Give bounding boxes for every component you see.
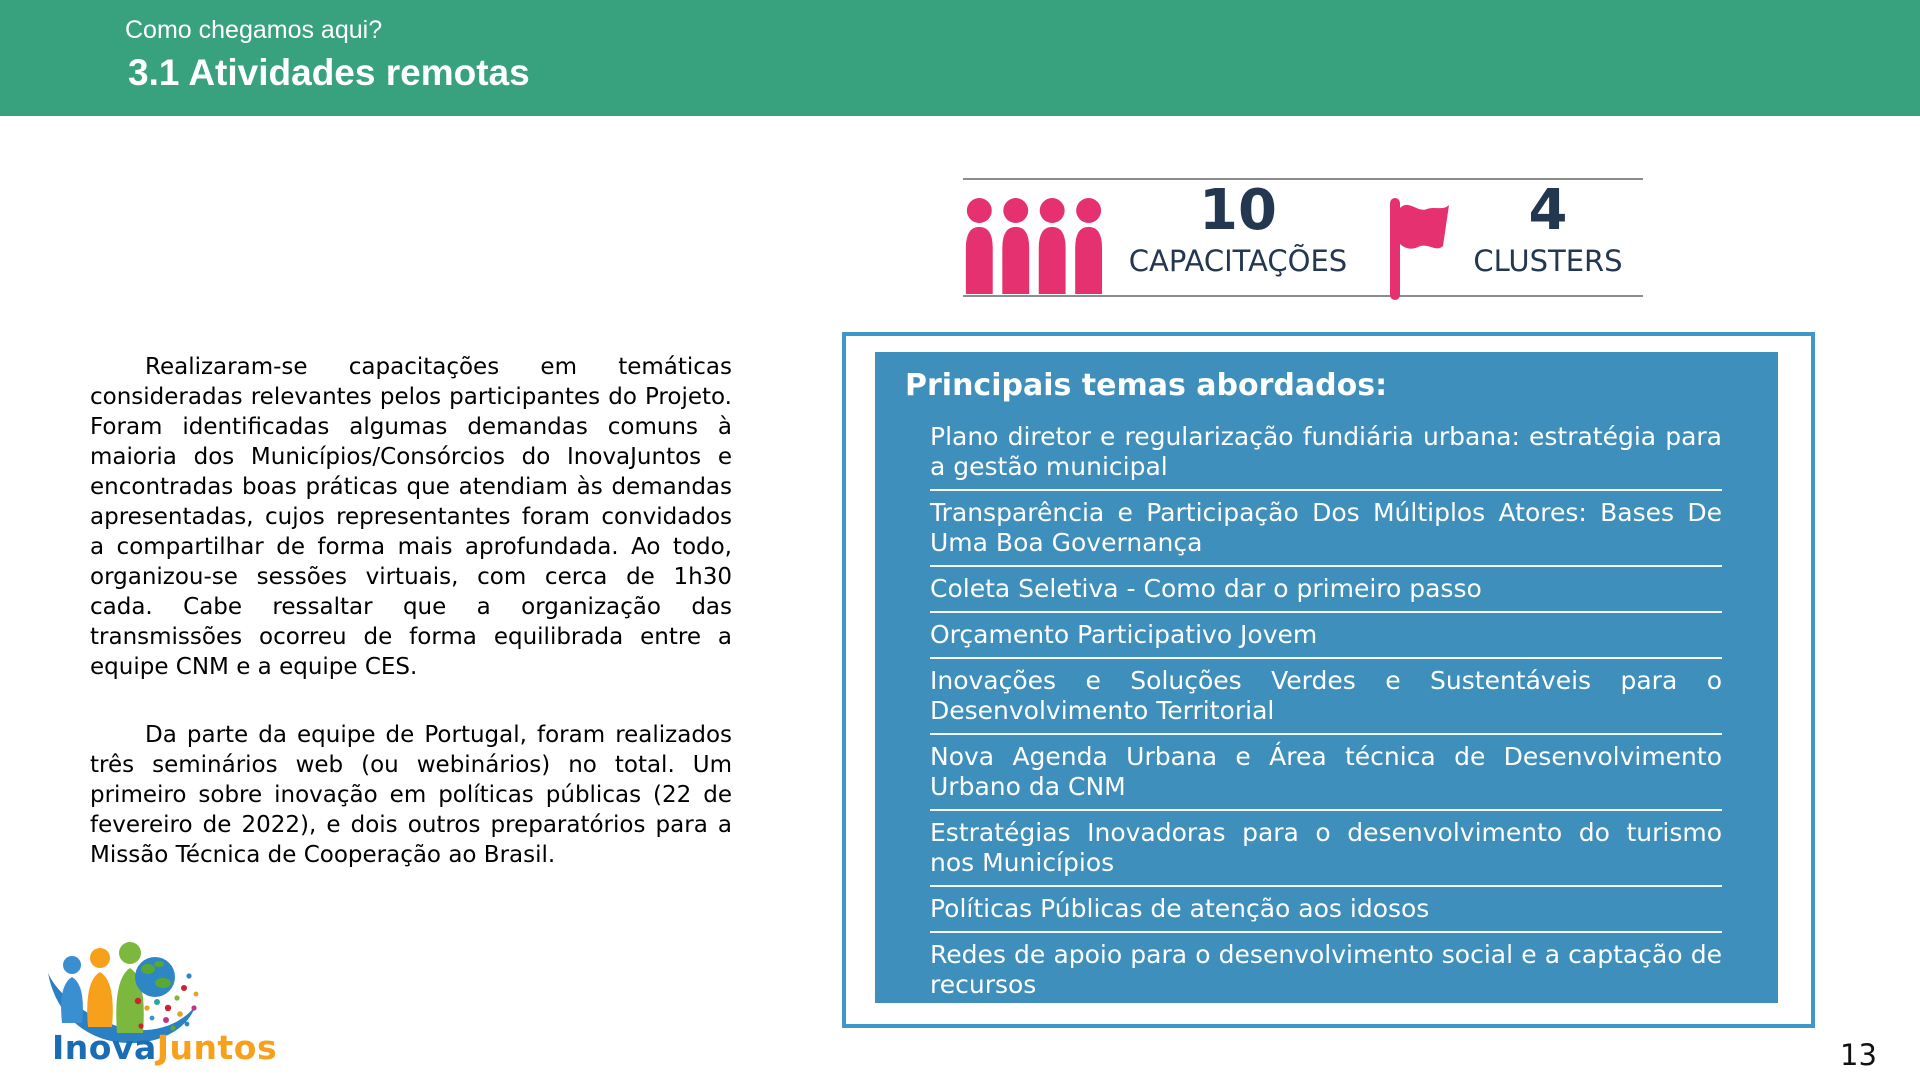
stats-strip [963, 178, 1643, 297]
topic-item: Estratégias Inovadoras para o desenvolvimento do turismo nos Municípios [930, 811, 1722, 887]
header-kicker: Como chegamos aqui? [125, 16, 383, 44]
body-text [90, 352, 732, 870]
topic-item: Inovações e Soluções Verdes e Sustentáveis para o Desenvolvimento Territorial [930, 659, 1722, 735]
capacitacoes-count: 10 [1199, 178, 1277, 243]
flag-icon [1388, 194, 1452, 300]
clusters-count: 4 [1528, 178, 1568, 243]
page-number: 13 [1840, 1038, 1877, 1072]
topics-heading: Principais temas abordados: [905, 368, 1388, 403]
paragraph-2: Da parte da equipe de Portugal, foram realizados três seminários web (ou webinários) no total. Um primeiro sobre inovação em políticas públicas (22 de fevereiro de 2022), e dois outros preparatórios para a Missão Técnica de Cooperação ao Brasil. [90, 722, 732, 868]
topic-item: Transparência e Participação Dos Múltiplos Atores: Bases De Uma Boa Governança [930, 491, 1722, 567]
clusters-label: CLUSTERS [1473, 244, 1623, 278]
logo-wordmark [52, 1028, 277, 1067]
topics-box-frame [842, 332, 1815, 1028]
capacitacoes-label: CAPACITAÇÕES [1128, 244, 1348, 278]
topics-list [930, 415, 1722, 1003]
page-title: 3.1 Atividades remotas [128, 52, 530, 93]
topic-item: Nova Agenda Urbana e Área técnica de Desenvolvimento Urbano da CNM [930, 735, 1722, 811]
topic-item: Orçamento Participativo Jovem [930, 613, 1722, 659]
logo-word-juntos: Juntos [156, 1028, 278, 1067]
topic-item: Coleta Seletiva - Como dar o primeiro passo [930, 567, 1722, 613]
paragraph-1: Realizaram-se capacitações em temáticas consideradas relevantes pelos participantes do Projeto. Foram identificadas algumas demandas comuns à maioria dos Municípios/Consórcios do InovaJuntos e encontradas boas práticas que atendiam às demandas apresentadas, cujos representantes foram convidados a compartilhar de forma mais aprofundada. Ao todo, organizou-se sessões virtuais, com cerca de 1h30 cada. Cabe ressaltar que a organização das transmissões ocorreu de forma equilibrada entre a equipe CNM e a equipe CES. [90, 354, 732, 680]
slide-header [0, 0, 1920, 116]
people-group-icon [963, 198, 1103, 294]
topic-item: Redes de apoio para o desenvolvimento social e a captação de recursos [930, 940, 1722, 999]
topics-box [875, 352, 1778, 1003]
topic-item: Políticas Públicas de atenção aos idosos [930, 887, 1722, 933]
logo-word-inova: Inova [52, 1028, 157, 1067]
topic-item: Plano diretor e regularização fundiária urbana: estratégia para a gestão municipal [930, 415, 1722, 491]
